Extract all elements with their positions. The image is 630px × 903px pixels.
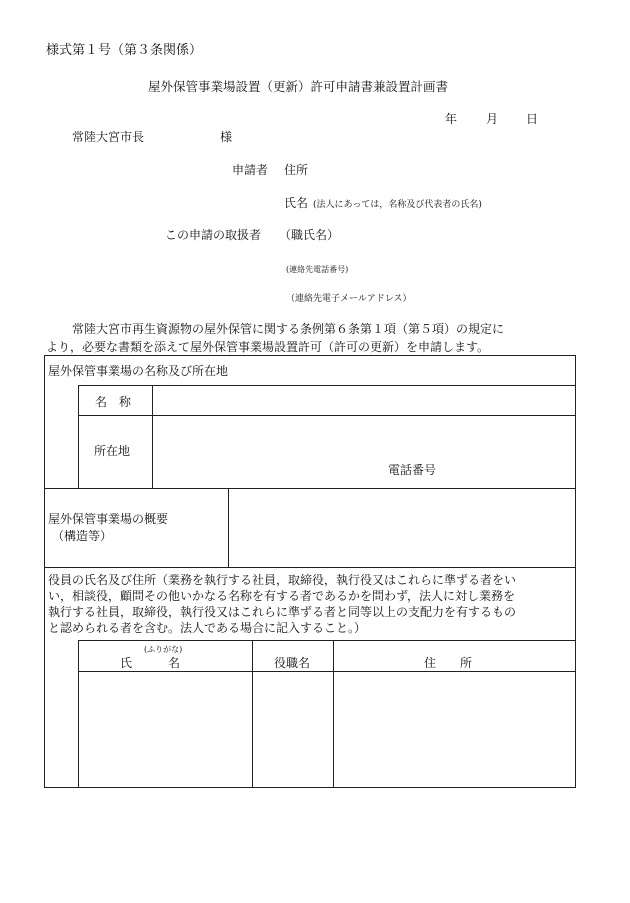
intro-text-line2: より，必要な書類を添えて屋外保管事業場設置許可（許可の更新）を申請します。 [46,340,490,354]
divider [152,385,153,488]
form-number: 様式第１号（第３条関係） [46,43,203,58]
column-header-name: 氏 名 [120,656,181,670]
officers-desc-line3: 執行する社員，取締役，執行役又はこれらに準ずる者と同等以上の支配力を有するもの [48,605,517,619]
divider [78,385,79,488]
addressee: 常陸大宮市長 [72,130,145,144]
site-phone-label: 電話番号 [388,463,437,477]
overview-label-line2: （構造等） [52,529,113,543]
honorific: 様 [220,130,233,144]
divider [78,640,79,788]
officers-desc-line4: と認められる者を含む。法人である場合に記入すること。） [48,621,367,635]
officers-desc-line2: い，相談役，顧問その他いかなる名称を有する者であるかを問わず，法人に対し業務を [48,589,516,603]
divider [44,567,576,568]
intro-text-line1: 常陸大宮市再生資源物の屋外保管に関する条例第６条第１項（第５項）の規定に [72,322,505,336]
application-table [44,355,576,788]
date-month-label: 月 [486,112,499,126]
applicant-name-note: (法人にあっては，名称及び代表者の氏名) [313,200,482,210]
overview-label-line1: 屋外保管事業場の概要 [48,512,169,526]
site-header: 屋外保管事業場の名称及び所在地 [48,364,229,378]
divider [228,488,229,567]
column-header-address: 住 所 [424,656,473,670]
divider [78,640,576,641]
divider [44,488,576,489]
furigana-label: (ふりがな) [144,645,183,654]
column-header-position: 役職名 [274,656,311,670]
form-title: 屋外保管事業場設置（更新）許可申請書兼設置計画書 [148,79,449,94]
date-day-label: 日 [526,112,539,126]
site-location-label: 所在地 [94,444,131,458]
applicant-label: 申請者 [232,163,269,177]
divider [78,671,576,672]
date-year-label: 年 [445,112,458,126]
divider [333,640,334,788]
handler-label: この申請の取扱者 [165,228,262,242]
officers-desc-line1: 役員の氏名及び住所（業務を執行する社員，取締役，執行役又はこれらに準ずる者をい [48,573,517,587]
handler-position-name: （職氏名） [279,228,340,242]
applicant-name-label: 氏名 [284,196,309,210]
site-name-label: 名 称 [95,395,132,409]
handler-email: （連絡先電子メールアドレス） [286,294,412,304]
handler-phone: (連絡先電話番号) [286,265,349,274]
applicant-address-label: 住所 [284,163,309,177]
divider [78,415,576,416]
divider [252,640,253,788]
